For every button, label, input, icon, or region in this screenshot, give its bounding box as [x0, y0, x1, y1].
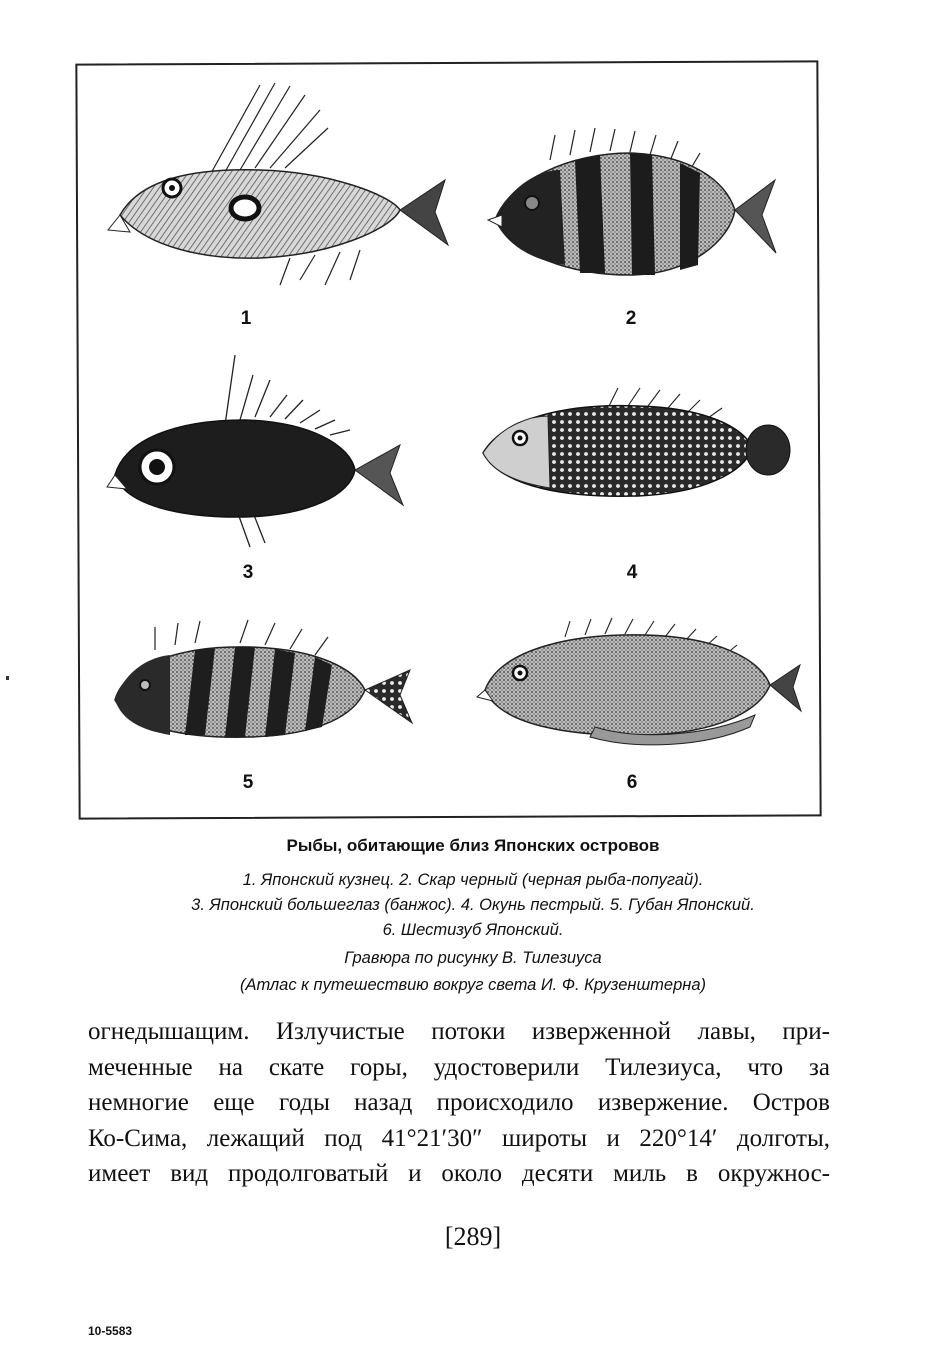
fish-label-5: 5	[242, 772, 254, 793]
fish-illustration-4	[478, 378, 798, 528]
caption-line-4: Гравюра по рисунку В. Тилезиуса	[344, 949, 602, 967]
fish-illustration-2	[480, 125, 780, 290]
print-code: 10-5583	[88, 1324, 133, 1338]
body-line: немногие еще годы назад происходило извержение. Остров	[88, 1089, 830, 1116]
fish-illustration-5	[100, 615, 420, 765]
body-line: меченные на скате горы, удостоверили Тилезиуса, что за	[88, 1053, 830, 1081]
fish-illustration-1	[100, 80, 460, 300]
fish-label-3: 3	[242, 562, 254, 583]
fish-label-6: 6	[626, 772, 638, 793]
fish-illustration-6	[475, 615, 805, 760]
fish-label-1: 1	[240, 308, 252, 329]
page-number: [289]	[444, 1222, 502, 1251]
caption-line-2: 3. Японский большеглаз (банжос). 4. Окунь пестрый. 5. Губан Японский.	[191, 896, 755, 914]
caption-line-5: (Атлас к путешествию вокруг света И. Ф. Крузенштерна)	[239, 976, 707, 994]
body-line: имеет вид продолговатый и около десяти миль в окружнос-	[88, 1160, 830, 1187]
body-line: огнедышащим. Излучистые потоки изверженной лавы, при-	[88, 1018, 830, 1045]
body-paragraph	[88, 1014, 830, 1192]
fish-label-2: 2	[625, 308, 637, 329]
caption-line-3: 6. Шестизуб Японский.	[382, 921, 564, 939]
fish-illustration-3	[105, 355, 410, 555]
body-line: Ко-Сима, лежащий под 41°21′30″ широты и 220°14′ долготы,	[88, 1124, 830, 1152]
fish-label-4: 4	[626, 562, 638, 583]
caption-line-1: 1. Японский кузнец. 2. Скар черный (черная рыба-попугай).	[242, 871, 704, 889]
scan-speck	[6, 676, 9, 680]
figure-title: Рыбы, обитающие близ Японских островов	[286, 836, 660, 855]
